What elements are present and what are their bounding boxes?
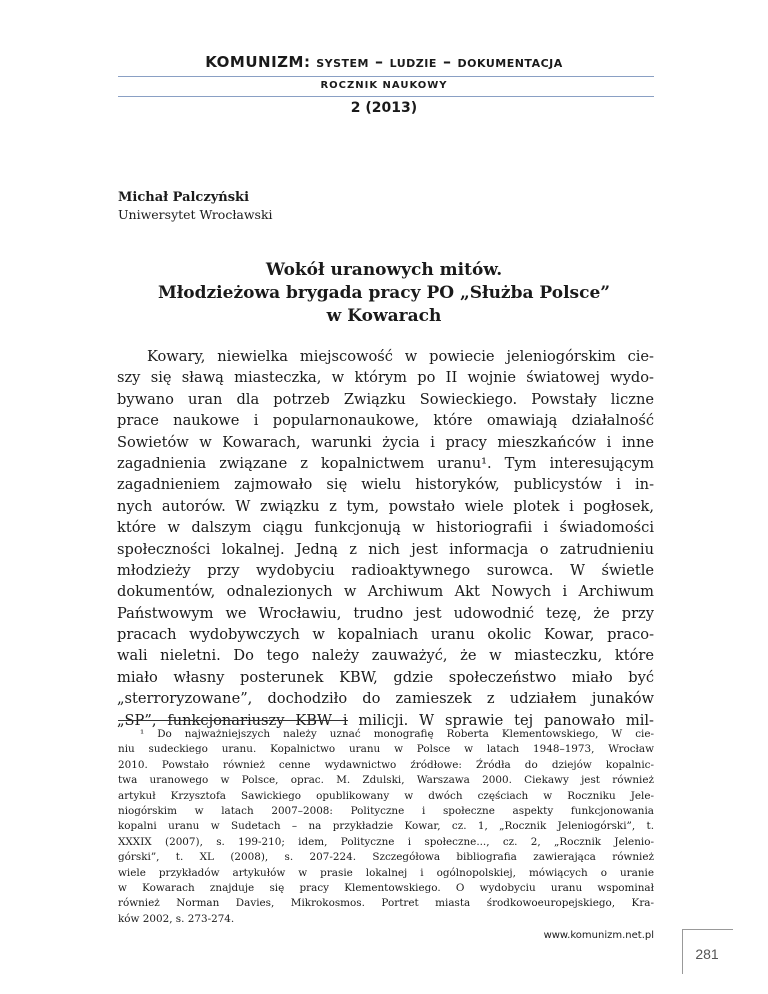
- footnote-line: w Kowarach znajduje się pracy Klementowskiego. O wydobyciu uranu wspominał: [118, 881, 654, 894]
- body-line: zagadnieniem zajmowało się wielu historyków, publicystów i in-: [117, 476, 654, 494]
- body-line: młodzieży przy wydobyciu radioaktywnego surowca. W świetle: [117, 561, 654, 579]
- body-line: wali nieletni. Do tego należy zauważyć, że w miasteczku, które: [117, 647, 654, 665]
- footnote: [118, 727, 654, 927]
- body-line: Kowary, niewielka miejscowość w powiecie jeleniogórskim cie-: [147, 348, 654, 365]
- footnote-line: również Norman Davies, Mikrokosmos. Portret miasta środkowoeuropejskiego, Kra-: [118, 897, 654, 910]
- footnote-separator: [118, 720, 348, 721]
- article-title-line: Młodzieżowa brygada pracy PO „Służba Polsce”: [157, 283, 611, 303]
- body-line: szy się sławą miasteczka, w którym po II wojnie światowej wydo-: [117, 369, 654, 387]
- journal-title-rest: system – ludzie – dokumentacja: [316, 52, 563, 71]
- footnote-line: 2010. Powstało również cenne wydawnictwo źródłowe: Źródła do dziejów kopalnic-: [118, 758, 654, 771]
- author-affiliation: Uniwersytet Wrocławski: [118, 207, 273, 222]
- footnote-line: twa uranowego w Polsce, oprac. M. Zdulski, Warszawa 2000. Ciekawy jest również: [118, 774, 654, 787]
- header-rule-bottom: [118, 96, 654, 97]
- body-line: miało własny posterunek KBW, gdzie społeczeństwo miało być: [117, 668, 654, 686]
- footnote-line: niu sudeckiego uranu. Kopalnictwo uranu w Polsce w latach 1948–1973, Wrocław: [118, 743, 654, 756]
- author-name: Michał Palczyński: [118, 190, 250, 205]
- body-line: dokumentów, odnalezionych w Archiwum Akt Nowych i Archiwum: [117, 583, 654, 601]
- journal-title-main: KOMUNIZM:: [205, 53, 311, 71]
- body-line: Sowietów w Kowarach, warunki życia i pracy mieszkańców i inne: [117, 433, 654, 451]
- issue-number: 2 (2013): [350, 100, 418, 116]
- article-title-line: w Kowarach: [326, 306, 442, 326]
- body-line: zagadnienia związane z kopalnictwem uranu¹. Tym interesującym: [117, 454, 654, 472]
- article-title-line: Wokół uranowych mitów.: [265, 260, 503, 280]
- body-line: które w dalszym ciągu funkcjonują w historiografii i świadomości: [117, 519, 654, 537]
- article-title: [0, 259, 768, 328]
- body-line: „sterroryzowane”, dochodziło do zamieszek z udziałem junaków: [117, 690, 654, 708]
- footnote-line: niogórskim w latach 2007–2008: Polityczne i społeczne aspekty funkcjonowania: [118, 804, 654, 817]
- footnote-line: górski”, t. XL (2008), s. 207-224. Szczegółowa bibliografia zawierająca również: [118, 851, 654, 864]
- footnote-line: ¹ Do najważniejszych należy uznać monografię Roberta Klementowskiego, W cie-: [140, 728, 654, 740]
- page-number: 281: [695, 946, 719, 962]
- article-body: [117, 346, 654, 731]
- body-line: pracach wydobywczych w kopalniach uranu okolic Kowar, praco-: [117, 626, 654, 644]
- header-rule-top: [118, 76, 654, 77]
- body-line: społeczności lokalnej. Jedną z nich jest informacja o zatrudnieniu: [117, 540, 654, 558]
- body-line: nych autorów. W związku z tym, powstało wiele plotek i pogłosek,: [117, 497, 654, 515]
- footer-url: www.komunizm.net.pl: [543, 930, 654, 941]
- body-line: prace naukowe i popularnonaukowe, które omawiają działalność: [117, 412, 654, 430]
- footnote-line: wiele przykładów artykułów w prasie lokalnej i ogólnopolskiej, mówiących o uranie: [118, 866, 654, 879]
- footnote-line: artykuł Krzysztofa Sawickiego opublikowany w dwóch częściach w Roczniku Jele-: [118, 789, 654, 802]
- body-line: „SP”, funkcjonariuszy KBW i milicji. W sprawie tej panowało mil-: [117, 711, 654, 729]
- journal-title: [0, 52, 768, 71]
- footnote-line: kopalni uranu w Sudetach – na przykładzie Kowar, cz. 1, „Rocznik Jeleniogórski”, t.: [118, 820, 654, 833]
- journal-subtitle: ROCZNIK NAUKOWY: [320, 80, 448, 91]
- footnote-line: ków 2002, s. 273-274.: [118, 912, 235, 925]
- body-line: Państwowym we Wrocławiu, trudno jest udowodnić tezę, że przy: [117, 604, 654, 622]
- footnote-line: XXXIX (2007), s. 199-210; idem, Polityczne i społeczne..., cz. 2, „Rocznik Jelenio-: [118, 835, 654, 848]
- body-line: bywano uran dla potrzeb Związku Sowieckiego. Powstały liczne: [117, 390, 654, 408]
